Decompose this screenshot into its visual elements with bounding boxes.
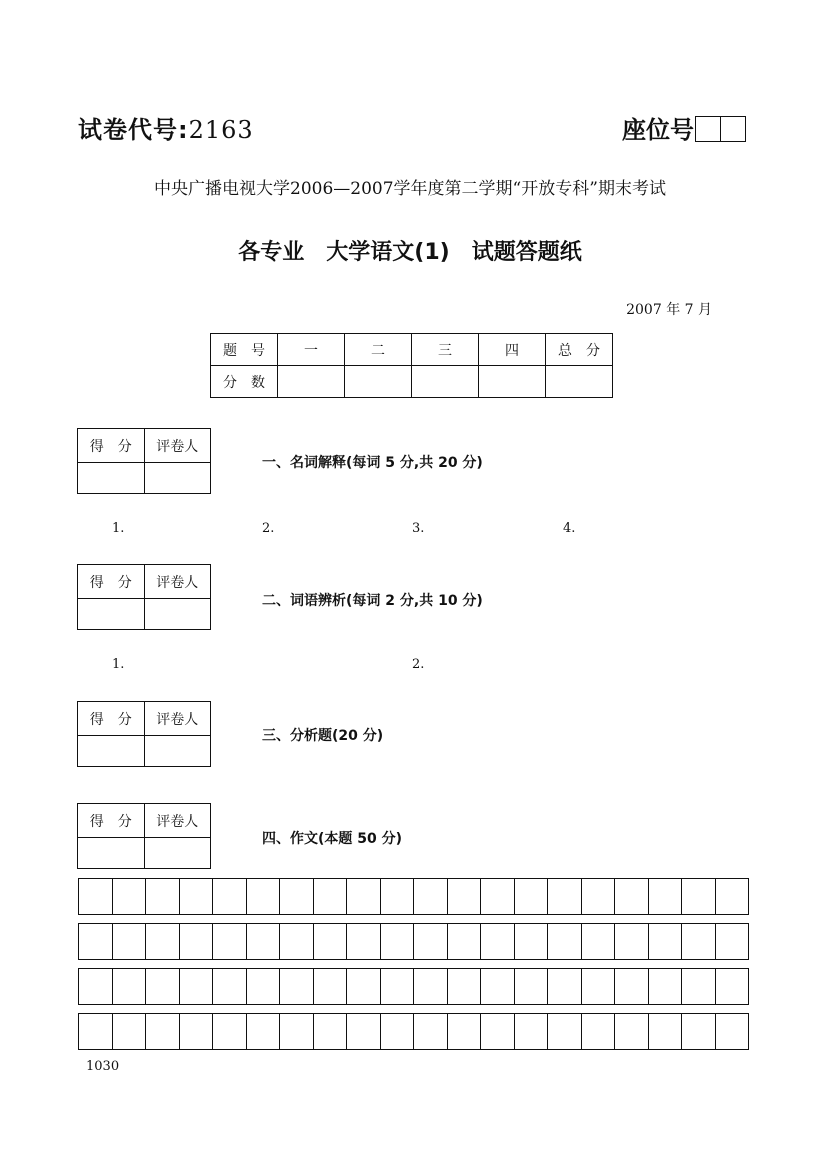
grid-cell[interactable] bbox=[179, 969, 213, 1004]
grid-cell[interactable] bbox=[447, 879, 481, 914]
grid-cell[interactable] bbox=[581, 1014, 615, 1049]
grid-cell[interactable] bbox=[413, 924, 447, 959]
score-cell[interactable] bbox=[78, 599, 144, 630]
section-1-item-3: 3. bbox=[412, 521, 425, 536]
exam-subtitle: 中央广播电视大学2006—2007学年度第二学期“开放专科”期末考试 bbox=[154, 179, 666, 199]
grid-cell[interactable] bbox=[179, 924, 213, 959]
grid-cell[interactable] bbox=[715, 1014, 749, 1049]
grid-cell[interactable] bbox=[413, 969, 447, 1004]
grid-cell[interactable] bbox=[514, 969, 548, 1004]
exam-code-label: 试卷代号 bbox=[78, 116, 178, 144]
grid-cell[interactable] bbox=[79, 969, 112, 1004]
grid-cell[interactable] bbox=[313, 1014, 347, 1049]
grader-cell[interactable] bbox=[144, 463, 211, 494]
question-1-header: 一 bbox=[278, 334, 345, 366]
grid-cell[interactable] bbox=[614, 969, 648, 1004]
section-2-heading: 二、词语辨析(每词 2 分,共 10 分) bbox=[262, 593, 483, 609]
score-label: 得 分 bbox=[89, 574, 132, 591]
grader-box bbox=[77, 803, 211, 869]
exam-code-value: 2163 bbox=[188, 116, 254, 144]
question-number-header: 题 号 bbox=[211, 334, 278, 366]
grid-cell[interactable] bbox=[715, 969, 749, 1004]
grid-cell[interactable] bbox=[145, 924, 179, 959]
grader-label: 评卷人 bbox=[144, 565, 211, 598]
section-4-heading: 四、作文(本题 50 分) bbox=[262, 831, 403, 847]
section-1-item-2: 2. bbox=[262, 521, 275, 536]
grid-cell[interactable] bbox=[145, 879, 179, 914]
grid-cell[interactable] bbox=[648, 879, 682, 914]
grader-cell[interactable] bbox=[144, 838, 211, 869]
grid-cell[interactable] bbox=[447, 969, 481, 1004]
grader-box bbox=[77, 428, 211, 494]
grader-label: 评卷人 bbox=[144, 429, 211, 462]
score-table-header-row bbox=[211, 334, 613, 366]
grid-cell[interactable] bbox=[480, 879, 514, 914]
grid-cell[interactable] bbox=[212, 879, 246, 914]
grid-cell[interactable] bbox=[112, 1014, 146, 1049]
score-cell[interactable] bbox=[345, 366, 412, 398]
score-cell[interactable] bbox=[278, 366, 345, 398]
grid-cell[interactable] bbox=[346, 1014, 380, 1049]
grid-cell[interactable] bbox=[480, 969, 514, 1004]
score-cell[interactable] bbox=[412, 366, 479, 398]
grid-row[interactable] bbox=[78, 1013, 749, 1050]
grid-cell[interactable] bbox=[547, 879, 581, 914]
score-cell[interactable] bbox=[78, 736, 144, 767]
grid-gap bbox=[78, 915, 749, 923]
score-cell[interactable] bbox=[78, 463, 144, 494]
grader-label: 评卷人 bbox=[144, 702, 211, 735]
question-2-header: 二 bbox=[345, 334, 412, 366]
grid-cell[interactable] bbox=[480, 1014, 514, 1049]
grader-cell[interactable] bbox=[144, 599, 211, 630]
score-label: 得 分 bbox=[89, 438, 132, 455]
grid-cell[interactable] bbox=[581, 924, 615, 959]
grid-cell[interactable] bbox=[614, 924, 648, 959]
grid-cell[interactable] bbox=[715, 879, 749, 914]
grid-cell[interactable] bbox=[212, 1014, 246, 1049]
grid-cell[interactable] bbox=[681, 879, 715, 914]
grid-cell[interactable] bbox=[313, 969, 347, 1004]
grid-cell[interactable] bbox=[212, 924, 246, 959]
grid-cell[interactable] bbox=[413, 879, 447, 914]
grid-cell[interactable] bbox=[681, 924, 715, 959]
grid-cell[interactable] bbox=[279, 969, 313, 1004]
exam-title: 各专业 大学语文(1) 试题答题纸 bbox=[238, 240, 582, 265]
grid-cell[interactable] bbox=[514, 879, 548, 914]
grid-cell[interactable] bbox=[145, 969, 179, 1004]
grid-cell[interactable] bbox=[246, 1014, 280, 1049]
grid-row[interactable] bbox=[78, 923, 749, 960]
grid-cell[interactable] bbox=[681, 969, 715, 1004]
grid-cell[interactable] bbox=[313, 924, 347, 959]
score-table-value-row bbox=[211, 366, 613, 398]
seat-number bbox=[622, 110, 746, 145]
seat-box[interactable] bbox=[721, 116, 746, 142]
grid-cell[interactable] bbox=[246, 879, 280, 914]
score-cell[interactable] bbox=[78, 838, 144, 869]
grid-gap bbox=[78, 1005, 749, 1013]
grid-cell[interactable] bbox=[79, 879, 112, 914]
grid-cell[interactable] bbox=[614, 1014, 648, 1049]
grader-label: 评卷人 bbox=[144, 804, 211, 837]
grid-cell[interactable] bbox=[648, 1014, 682, 1049]
seat-number-label: 座位号 bbox=[622, 116, 694, 144]
grid-cell[interactable] bbox=[212, 969, 246, 1004]
grid-cell[interactable] bbox=[514, 1014, 548, 1049]
grid-cell[interactable] bbox=[681, 1014, 715, 1049]
grid-cell[interactable] bbox=[614, 879, 648, 914]
section-1-item-1: 1. bbox=[112, 521, 125, 536]
grid-cell[interactable] bbox=[648, 924, 682, 959]
grader-cell[interactable] bbox=[144, 736, 211, 767]
exam-code bbox=[78, 110, 254, 145]
composition-grid bbox=[78, 878, 749, 1050]
grid-cell[interactable] bbox=[413, 1014, 447, 1049]
grid-cell[interactable] bbox=[581, 969, 615, 1004]
grid-cell[interactable] bbox=[279, 924, 313, 959]
score-row-label: 分 数 bbox=[211, 366, 278, 398]
grid-cell[interactable] bbox=[380, 924, 414, 959]
score-cell[interactable] bbox=[479, 366, 546, 398]
grid-cell[interactable] bbox=[346, 969, 380, 1004]
total-score-header: 总 分 bbox=[546, 334, 613, 366]
grid-cell[interactable] bbox=[79, 924, 112, 959]
grid-row[interactable] bbox=[78, 878, 749, 915]
grid-cell[interactable] bbox=[547, 924, 581, 959]
score-label: 得 分 bbox=[89, 711, 132, 728]
grid-cell[interactable] bbox=[715, 924, 749, 959]
grid-cell[interactable] bbox=[246, 924, 280, 959]
grader-box bbox=[77, 701, 211, 767]
grid-cell[interactable] bbox=[112, 969, 146, 1004]
grid-cell[interactable] bbox=[547, 969, 581, 1004]
section-2-item-1: 1. bbox=[112, 657, 125, 672]
score-label: 得 分 bbox=[89, 813, 132, 830]
section-3-heading: 三、分析题(20 分) bbox=[262, 728, 384, 744]
grid-row[interactable] bbox=[78, 968, 749, 1005]
grid-cell[interactable] bbox=[380, 1014, 414, 1049]
grader-box bbox=[77, 564, 211, 630]
grid-cell[interactable] bbox=[112, 879, 146, 914]
grid-cell[interactable] bbox=[581, 879, 615, 914]
score-summary-table bbox=[210, 333, 613, 398]
grid-cell[interactable] bbox=[279, 879, 313, 914]
section-1-heading: 一、名词解释(每词 5 分,共 20 分) bbox=[262, 455, 483, 471]
grid-cell[interactable] bbox=[179, 879, 213, 914]
grid-cell[interactable] bbox=[447, 924, 481, 959]
grid-cell[interactable] bbox=[313, 879, 347, 914]
grid-cell[interactable] bbox=[480, 924, 514, 959]
grid-gap bbox=[78, 960, 749, 968]
exam-code-sep: : bbox=[178, 116, 189, 144]
question-4-header: 四 bbox=[479, 334, 546, 366]
page-number: 1030 bbox=[86, 1059, 120, 1074]
grid-cell[interactable] bbox=[514, 924, 548, 959]
grid-cell[interactable] bbox=[380, 879, 414, 914]
question-3-header: 三 bbox=[412, 334, 479, 366]
grid-cell[interactable] bbox=[547, 1014, 581, 1049]
grid-cell[interactable] bbox=[112, 924, 146, 959]
grid-cell[interactable] bbox=[179, 1014, 213, 1049]
grid-cell[interactable] bbox=[648, 969, 682, 1004]
grid-cell[interactable] bbox=[79, 1014, 112, 1049]
grid-cell[interactable] bbox=[346, 879, 380, 914]
exam-date: 2007 年 7 月 bbox=[626, 302, 712, 318]
seat-number-boxes bbox=[695, 114, 746, 142]
grid-cell[interactable] bbox=[447, 1014, 481, 1049]
section-2-item-2: 2. bbox=[412, 657, 425, 672]
seat-box[interactable] bbox=[695, 116, 721, 142]
grid-cell[interactable] bbox=[145, 1014, 179, 1049]
grid-cell[interactable] bbox=[380, 969, 414, 1004]
total-score-cell[interactable] bbox=[546, 366, 613, 398]
section-1-item-4: 4. bbox=[563, 521, 576, 536]
grid-cell[interactable] bbox=[246, 969, 280, 1004]
grid-cell[interactable] bbox=[279, 1014, 313, 1049]
grid-cell[interactable] bbox=[346, 924, 380, 959]
